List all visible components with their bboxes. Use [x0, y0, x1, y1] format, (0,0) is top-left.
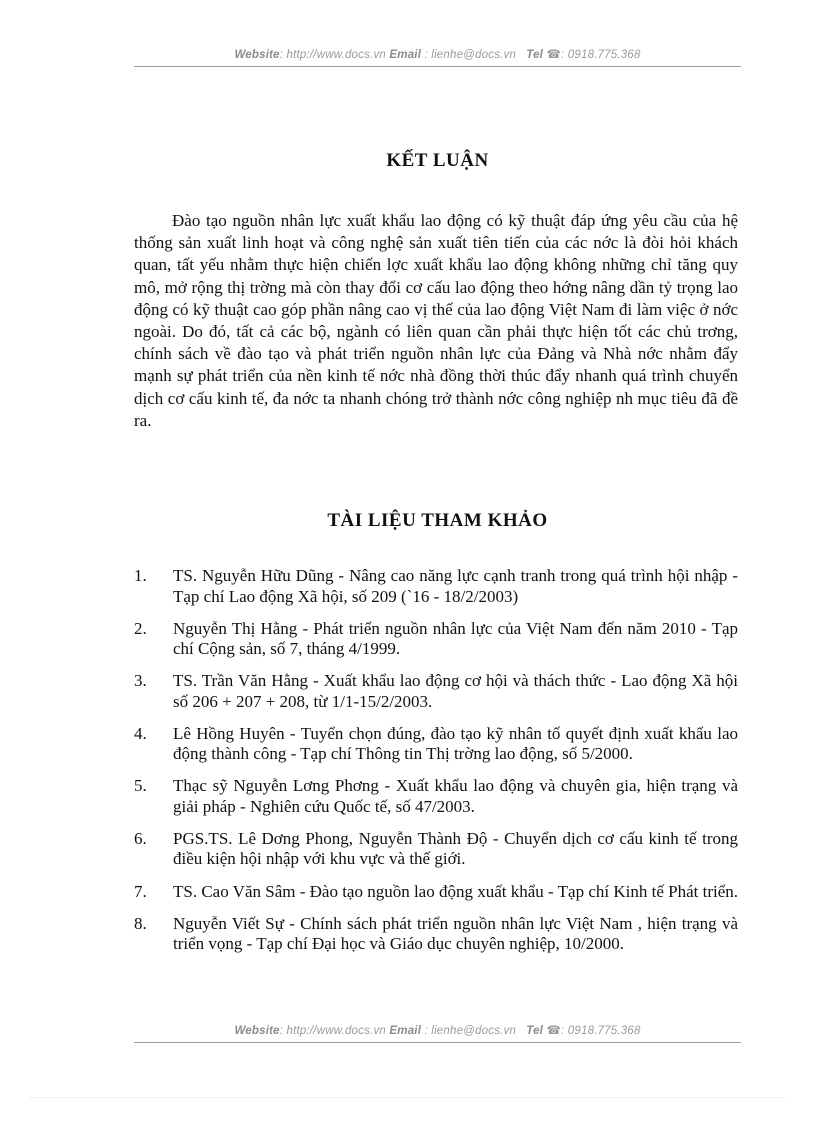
- reference-text: Lê Hồng Huyên - Tuyển chọn đúng, đào tạo kỹ nhân tố quyết định xuất khẩu lao động thành công - Tạp chí Thông tin Thị trờng lao động, số 5/2000.: [173, 723, 738, 764]
- phone-icon: ☎: [546, 1025, 562, 1037]
- reference-number: 8.: [134, 913, 147, 933]
- reference-item: [134, 914, 738, 955]
- reference-item: [134, 566, 738, 607]
- page-header: [134, 47, 741, 61]
- email-value: : lienhe@docs.vn: [424, 49, 517, 61]
- footer-rule: [134, 1042, 741, 1043]
- website-value: : http://www.docs.vn: [279, 1025, 386, 1037]
- email-label: Email: [389, 49, 422, 61]
- email-label: Email: [389, 1025, 422, 1037]
- tel-value: : 0918.775.368: [561, 1025, 641, 1037]
- website-label: Website: [234, 49, 280, 61]
- conclusion-paragraph: Đào tạo nguồn nhân lực xuất khẩu lao động có kỹ thuật đáp ứng yêu cầu của hệ thống sản xuất linh hoạt và công nghệ sản xuất tiên tiến của các nớc là đòi hỏi khách quan, tất yếu nhằm thực hiện chiến lợc xuất khẩu lao động không những chỉ tăng quy mô, mở rộng thị trờng mà còn thay đổi cơ cấu lao động theo hớng nâng dần tỷ trọng lao động có kỹ thuật cao góp phần nâng cao vị thế của lao động Việt Nam đi làm việc ở nớc ngoài. Do đó, tất cả các bộ, ngành có liên quan cần phải thực hiện tốt các chủ trơng, chính sách về đào tạo và phát triển nguồn nhân lực của Đảng và Nhà nớc nhằm đẩy mạnh sự phát triển của nền kinh tế nớc nhà đồng thời thúc đẩy nhanh quá trình chuyển dịch cơ cấu kinh tế, đa nớc ta nhanh chóng trở thành nớc công nghiệp nh mục tiêu đã đề ra.: [134, 211, 738, 430]
- reference-text: Nguyễn Thị Hằng - Phát triển nguồn nhân lực của Việt Nam đến năm 2010 - Tạp chí Cộng sản, số 7, tháng 4/1999.: [173, 618, 738, 659]
- reference-item: [134, 724, 738, 765]
- email-value: : lienhe@docs.vn: [424, 1025, 517, 1037]
- header-rule: [134, 66, 741, 67]
- reference-text: TS. Cao Văn Sâm - Đào tạo nguồn lao động xuất khẩu - Tạp chí Kinh tế Phát triển.: [173, 881, 738, 901]
- reference-item: [134, 829, 738, 870]
- reference-number: 3.: [134, 671, 147, 691]
- website-label: Website: [234, 1025, 280, 1037]
- website-value: : http://www.docs.vn: [279, 49, 386, 61]
- reference-text: TS. Nguyễn Hữu Dũng - Nâng cao năng lực cạnh tranh trong quá trình hội nhập - Tạp chí Lao động Xã hội, số 209 (`16 - 18/2/2003): [173, 566, 738, 606]
- phone-icon: ☎: [546, 49, 562, 61]
- tel-label: Tel: [526, 1025, 544, 1037]
- page-edge-divider: [30, 1097, 786, 1098]
- page-footer: [134, 1023, 741, 1037]
- references-list: [134, 566, 738, 966]
- reference-text: Thạc sỹ Nguyễn Lơng Phơng - Xuất khẩu lao động và chuyên gia, hiện trạng và giải pháp - Nghiên cứu Quốc tế, số 47/2003.: [173, 776, 738, 816]
- reference-number: 6.: [134, 828, 147, 848]
- reference-number: 4.: [134, 723, 147, 743]
- reference-item: [134, 671, 738, 712]
- references-title: TÀI LIỆU THAM KHẢO: [327, 510, 548, 531]
- reference-text: PGS.TS. Lê Dơng Phong, Nguyễn Thành Độ - Chuyển dịch cơ cấu kinh tế trong điều kiện hội nhập với khu vực và thế giới.: [173, 828, 738, 869]
- reference-number: 2.: [134, 618, 147, 638]
- conclusion-title: KẾT LUẬN: [386, 150, 489, 171]
- tel-label: Tel: [526, 49, 544, 61]
- reference-text: TS. Trần Văn Hằng - Xuất khẩu lao động cơ hội và thách thức - Lao động Xã hội số 206 + 207 + 208, từ 1/1-15/2/2003.: [173, 671, 738, 711]
- reference-number: 7.: [134, 881, 147, 901]
- reference-item: [134, 619, 738, 660]
- tel-value: : 0918.775.368: [561, 49, 641, 61]
- reference-number: 1.: [134, 566, 147, 585]
- reference-text: Nguyễn Viết Sự - Chính sách phát triển nguồn nhân lực Việt Nam , hiện trạng và triển vọng - Tạp chí Đại học và Giáo dục chuyên nghiệp, 10/2000.: [173, 913, 738, 954]
- reference-item: [134, 882, 738, 903]
- reference-item: [134, 776, 738, 817]
- reference-number: 5.: [134, 776, 147, 796]
